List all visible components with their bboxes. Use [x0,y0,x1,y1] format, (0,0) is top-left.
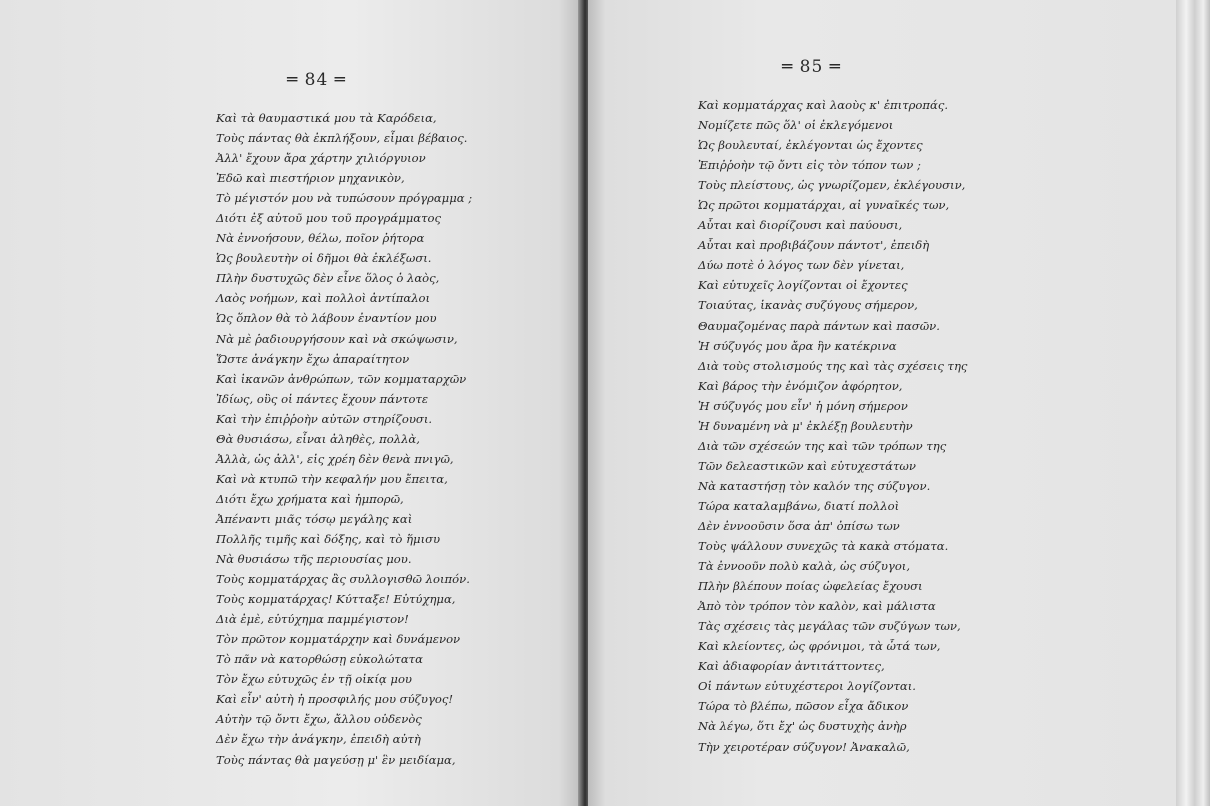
verse-line: Καὶ νὰ κτυπῶ τὴν κεφαλήν μου ἔπειτα, [216,471,448,486]
verse-line: Τώρα καταλαμβάνω, διατί πολλοὶ [698,498,900,513]
right-page [588,0,1176,806]
verse-line: Νομίζετε πῶς ὅλ' οἱ ἐκλεγόμενοι [698,118,894,133]
verse-line: Τὸν πρῶτον κομματάρχην καὶ δυνάμενον [216,632,461,647]
verse-line: Τοὺς ψάλλουν συνεχῶς τὰ κακὰ στόματα. [698,539,949,554]
verse-line: Τῶν δελεαστικῶν καὶ εὐτυχεστάτων [698,458,916,473]
verse-line: Τοὺς κομματάρχας! Κύτταξε! Εὐτύχημα, [216,592,456,607]
verse-line: Τοὺς κομματάρχας ἂς συλλογισθῶ λοιπόν. [216,572,470,587]
verse-line: Τὸν ἔχω εὐτυχῶς ἐν τῇ οἰκίᾳ μου [216,672,412,687]
verse-line: Διότι ἐξ αὐτοῦ μου τοῦ προγράμματος [216,211,441,226]
page-edges [1176,0,1210,806]
verse-line: Ὡς πρῶτοι κομματάρχαι, αἱ γυναῖκές των, [698,198,950,213]
verse-line: Καὶ εὐτυχεῖς λογίζονται οἱ ἔχοντες [698,278,908,293]
verse-line: Ἐδῶ καὶ πιεστήριον μηχανικὸν, [216,171,405,186]
verse-line: Ἡ δυναμένη νὰ μ' ἐκλέξῃ βουλευτὴν [698,418,913,433]
verse-line: Ὡς βουλευτὴν οἱ δῆμοι θὰ ἐκλέξωσι. [216,251,432,266]
verse-line: Τὸ μέγιστόν μου νὰ τυπώσουν πρόγραμμα ; [216,191,473,206]
verse-line: Νὰ καταστήσῃ τὸν καλόν της σύζυγον. [698,478,931,493]
verse-line: Ἡ σύζυγός μου εἶν' ἡ μόνη σήμερον [698,398,908,413]
verse-line: Τὰς σχέσεις τὰς μεγάλας τῶν συζύγων των, [698,619,961,634]
page-number-85: ═ 85 ═ [782,57,841,77]
verse-line: Νὰ μὲ ῥαδιουργήσουν καὶ νὰ σκώψωσιν, [216,331,458,346]
verse-line: Θαυμαζομένας παρὰ πάντων καὶ πασῶν. [698,318,940,333]
poem-text-left [216,108,472,770]
verse-line: Δὲν ἐννοοῦσιν ὅσα ἀπ' ὀπίσω των [698,518,900,533]
verse-line: Τοὺς πάντας θὰ ἐκπλήξουν, εἶμαι βέβαιος. [216,131,468,146]
verse-line: Ἀλλ' ἔχουν ἄρα χάρτην χιλιόργυιον [216,151,426,166]
verse-line: Ἀλλὰ, ὡς ἀλλ', εἰς χρέη δὲν θενὰ πνιγῶ, [216,451,454,466]
verse-line: Τοὺς πλείστους, ὡς γνωρίζομεν, ἐκλέγουσιν, [698,178,966,193]
verse-line: Αὗται καὶ διορίζουσι καὶ παύουσι, [698,218,903,233]
verse-line: Διὰ ἐμὲ, εὐτύχημα παμμέγιστον! [216,612,409,627]
verse-line: Ἐπιῤῥοὴν τῷ ὄντι εἰς τὸν τόπον των ; [698,158,921,173]
verse-line: Καὶ τὰ θαυμαστικά μου τὰ Καρόδεια, [216,111,437,125]
verse-line: Τώρα τὸ βλέπω, πῶσον εἶχα ἄδικον [698,699,909,714]
verse-line: Καὶ ἀδιαφορίαν ἀντιτάττοντες, [698,659,885,674]
verse-line: Ἡ σύζυγός μου ἄρα ἣν κατέκρινα [698,338,897,353]
verse-line: Αὗται καὶ προβιβάζουν πάντοτ', ἐπειδὴ [698,238,930,253]
verse-line: Πολλῆς τιμῆς καὶ δόξης, καὶ τὸ ἥμισυ [216,531,441,546]
verse-line: Διὰ τοὺς στολισμούς της καὶ τὰς σχέσεις της [698,358,968,373]
verse-line: Καὶ βάρος τὴν ἐνόμιζον ἀφόρητον, [698,378,903,393]
verse-line: Τὴν χειροτέραν σύζυγον! Ἀνακαλῶ, [698,739,910,754]
verse-line: Ἀπὸ τὸν τρόπον τὸν καλὸν, καὶ μάλιστα [698,599,936,614]
verse-line: Καὶ τὴν ἐπιῤῥοὴν αὐτῶν στηρίζουσι. [216,411,433,426]
verse-line: Διὰ τῶν σχέσεών της καὶ τῶν τρόπων της [698,438,947,453]
verse-line: Νὰ θυσιάσω τῆς περιουσίας μου. [216,552,412,567]
verse-line: Ὡς βουλευταί, ἐκλέγονται ὡς ἔχοντες [698,138,923,153]
verse-line: Ὡς ὅπλον θὰ τὸ λάβουν ἐναντίον μου [216,311,437,326]
verse-line: Πλὴν δυστυχῶς δὲν εἶνε ὅλος ὁ λαὸς, [216,271,440,286]
verse-line: Λαὸς νοήμων, καὶ πολλοὶ ἀντίπαλοι [216,291,431,306]
verse-line: Καὶ εἶν' αὐτὴ ἡ προσφιλής μου σύζυγος! [216,692,454,707]
verse-line: Οἱ πάντων εὐτυχέστεροι λογίζονται. [698,679,916,694]
verse-line: Αὐτὴν τῷ ὄντι ἔχω, ἄλλου οὐδενὸς [216,712,422,727]
poem-text-right [698,95,967,757]
verse-line: Πλὴν βλέπουν ποίας ὠφελείας ἔχουσι [698,579,923,594]
verse-line: Νὰ λέγω, ὅτι ἔχ' ὡς δυστυχὴς ἀνὴρ [698,719,907,734]
verse-line: Τὸ πᾶν νὰ κατορθώσῃ εὐκολώτατα [216,652,423,667]
verse-line: Καὶ κλείοντες, ὡς φρόνιμοι, τὰ ὦτά των, [698,639,941,654]
verse-line: Δύω ποτὲ ὁ λόγος των δὲν γίνεται, [698,258,905,273]
verse-line: Τοὺς πάντας θὰ μαγεύσῃ μ' ἓν μειδίαμα, [216,752,456,767]
verse-line: Δὲν ἔχω τὴν ἀνάγκην, ἐπειδὴ αὐτὴ [216,732,421,747]
verse-line: Ἰδίως, οὓς οἱ πάντες ἔχουν πάντοτε [216,391,429,406]
verse-line: Τοιαύτας, ἱκανὰς συζύγους σήμερον, [698,298,918,313]
verse-line: Ἀπέναντι μιᾶς τόσῳ μεγάλης καὶ [216,511,413,526]
verse-line: Θὰ θυσιάσω, εἶναι ἀληθὲς, πολλὰ, [216,431,420,446]
verse-line: Ὥστε ἀνάγκην ἔχω ἀπαραίτητον [216,351,410,366]
left-page [0,0,582,806]
verse-line: Τὰ ἐννοοῦν πολὺ καλὰ, ὡς σύζυγοι, [698,559,911,574]
verse-line: Διότι ἔχω χρήματα καὶ ἠμπορῶ, [216,491,404,506]
page-number-84: ═ 84 ═ [287,70,346,90]
verse-line: Καὶ κομματάρχας καὶ λαοὺς κ' ἐπιτροπάς. [698,98,949,112]
verse-line: Νὰ ἐννοήσουν, θέλω, ποῖον ῥήτορα [216,231,425,246]
verse-line: Καὶ ἱκανῶν ἀνθρώπων, τῶν κομματαρχῶν [216,371,467,386]
